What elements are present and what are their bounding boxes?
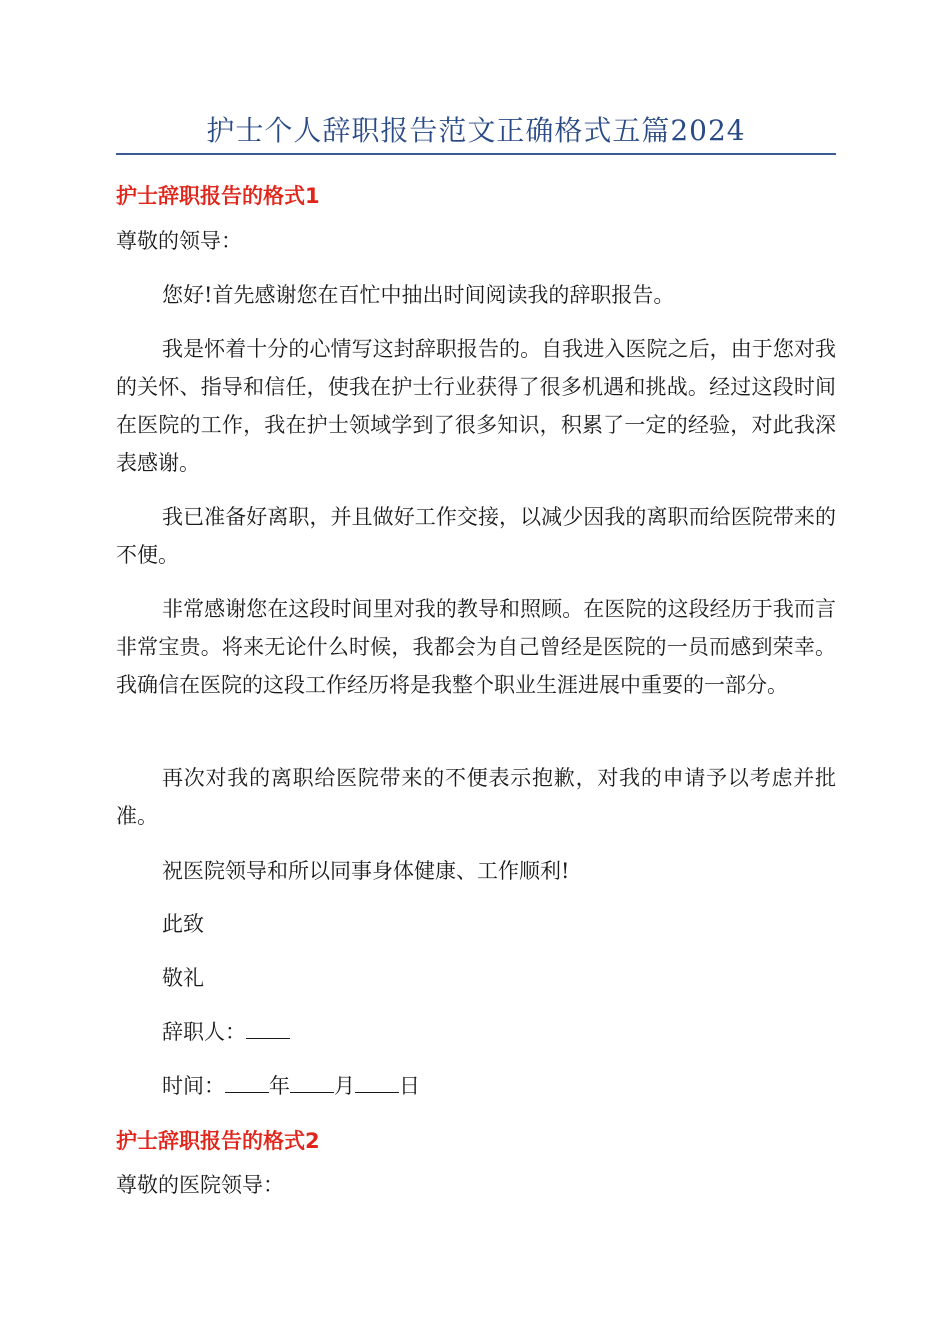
date-month-label: 月 bbox=[334, 1074, 355, 1098]
paragraph-thanks: 非常感谢您在这段时间里对我的教导和照顾。在医院的这段经历于我而言非常宝贵。将来无论什么时候，我都会为自己曾经是医院的一员而感到荣幸。我确信在医院的这段工作经历将是我整个职业生涯进展中重要的一部分。 bbox=[116, 597, 836, 697]
salutation-2: 尊敬的医院领导： bbox=[116, 1173, 284, 1197]
day-blank bbox=[355, 1072, 399, 1093]
paragraph-apology: 再次对我的离职给医院带来的不便表示抱歉，对我的申请予以考虑并批准。 bbox=[116, 766, 836, 828]
paragraph-greeting: 您好!首先感谢您在百忙中抽出时间阅读我的辞职报告。 bbox=[162, 283, 675, 307]
date-line bbox=[162, 1071, 420, 1101]
section-heading-2: 护士辞职报告的格式2 bbox=[116, 1129, 320, 1153]
date-year-label: 年 bbox=[269, 1074, 290, 1098]
wishes-line: 祝医院领导和所以同事身体健康、工作顺利! bbox=[162, 859, 570, 883]
date-day-label: 日 bbox=[399, 1074, 420, 1098]
closing-cizhi: 此致 bbox=[162, 912, 204, 936]
date-label: 时间： bbox=[162, 1074, 225, 1098]
section-heading-1: 护士辞职报告的格式1 bbox=[116, 184, 320, 208]
closing-jingli: 敬礼 bbox=[162, 966, 204, 990]
salutation-1: 尊敬的领导： bbox=[116, 229, 242, 253]
signer-label: 辞职人： bbox=[162, 1020, 246, 1044]
paragraph-gratitude: 我是怀着十分的心情写这封辞职报告的。自我进入医院之后，由于您对我的关怀、指导和信任，使我在护士行业获得了很多机遇和挑战。经过这段时间在医院的工作，我在护士领域学到了很多知识，积累了一定的经验，对此我深表感谢。 bbox=[116, 337, 836, 475]
month-blank bbox=[290, 1072, 334, 1093]
title-underline bbox=[116, 153, 836, 155]
signer-line bbox=[162, 1017, 290, 1047]
paragraph-handover: 我已准备好离职，并且做好工作交接，以减少因我的离职而给医院带来的不便。 bbox=[116, 505, 836, 567]
document-title: 护士个人辞职报告范文正确格式五篇2024 bbox=[206, 114, 746, 147]
signer-blank bbox=[246, 1018, 290, 1039]
year-blank bbox=[225, 1072, 269, 1093]
